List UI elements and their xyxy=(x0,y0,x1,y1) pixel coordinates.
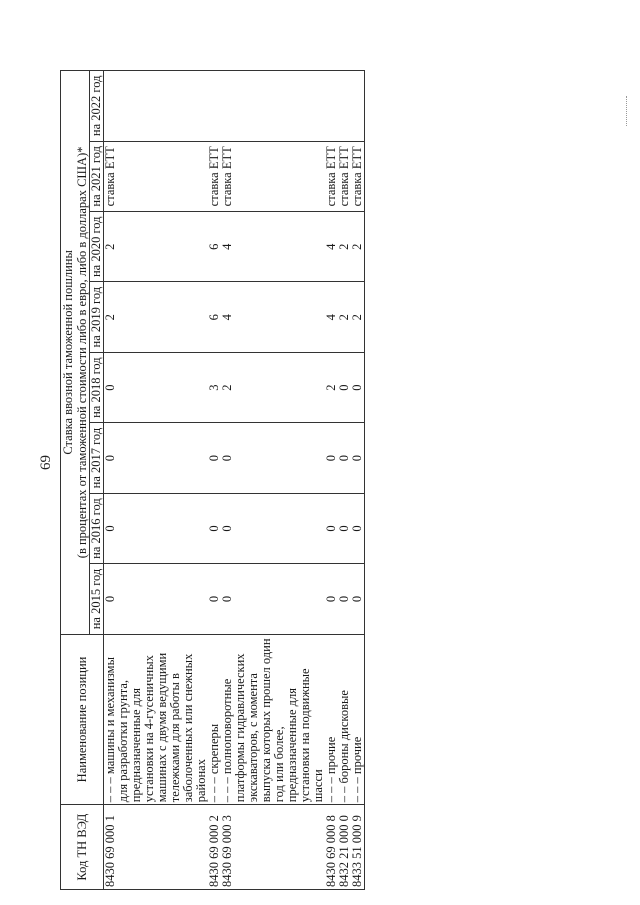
rate-cell: 6 xyxy=(208,212,221,282)
rate-cell: 0 xyxy=(351,564,365,634)
header-year: на 2017 год xyxy=(90,423,104,493)
table-row xyxy=(104,71,209,890)
row-name: – – – прочие xyxy=(351,634,365,805)
rate-cell: 0 xyxy=(208,564,221,634)
rate-cell: 4 xyxy=(221,282,325,352)
rate-cell: 0 xyxy=(104,493,209,563)
rate-cell: ставка ЕТТ xyxy=(208,141,221,211)
rate-cell: 2 xyxy=(104,282,209,352)
rate-cell: 2 xyxy=(104,212,209,282)
rate-cell: 0 xyxy=(325,493,338,563)
header-year: на 2022 год xyxy=(90,71,104,142)
rate-cell: ставка ЕТТ xyxy=(221,141,325,211)
rate-cell: 2 xyxy=(338,282,351,352)
rate-cell: 2 xyxy=(338,212,351,282)
rate-cell: ставка ЕТТ xyxy=(338,141,351,211)
rate-cell: ставка ЕТТ xyxy=(104,141,209,211)
header-code: Код ТН ВЭД xyxy=(61,805,104,890)
rate-cell: 0 xyxy=(338,564,351,634)
header-year: на 2020 год xyxy=(90,212,104,282)
rate-cell xyxy=(221,71,325,142)
header-year: на 2021 год xyxy=(90,141,104,211)
header-rate-subtitle: (в процентах от таможенной стоимости либо в евро, либо в долларах США)* xyxy=(75,71,90,635)
rate-cell: 4 xyxy=(325,212,338,282)
rate-cell: 0 xyxy=(104,564,209,634)
row-name: – – – скреперы xyxy=(208,634,221,805)
rate-cell: 0 xyxy=(104,423,209,493)
rate-cell: 0 xyxy=(208,423,221,493)
rate-cell: 0 xyxy=(104,352,209,422)
row-name: – – – машины и механизмы для разработки грунта, предназначенные для установки на 4-гусеничных машинах с двумя ведущими тележками для работы в заболоченных или снежных районах xyxy=(104,634,209,805)
header-year: на 2019 год xyxy=(90,282,104,352)
row-code: 8430 69 000 1 xyxy=(104,805,209,890)
row-name: – – бороны дисковые xyxy=(338,634,351,805)
rate-cell xyxy=(351,71,365,142)
rate-cell xyxy=(325,71,338,142)
rate-cell xyxy=(208,71,221,142)
rate-cell: ставка ЕТТ xyxy=(325,141,338,211)
rate-cell: 0 xyxy=(338,352,351,422)
header-year: на 2018 год xyxy=(90,352,104,422)
rate-cell: 0 xyxy=(351,352,365,422)
header-name: Наименование позиции xyxy=(61,634,104,805)
row-code: 8430 69 000 3 xyxy=(221,805,325,890)
rate-cell: 0 xyxy=(221,564,325,634)
rate-cell: 2 xyxy=(351,212,365,282)
rate-cell: 4 xyxy=(325,282,338,352)
header-year: на 2015 год xyxy=(90,564,104,634)
row-code: 8432 21 000 0 xyxy=(338,805,351,890)
rate-cell: 0 xyxy=(325,564,338,634)
header-rate-title: Ставка ввозной таможенной пошлины xyxy=(61,71,76,635)
rate-cell: 2 xyxy=(325,352,338,422)
rate-cell: 0 xyxy=(208,493,221,563)
rate-cell: 6 xyxy=(208,282,221,352)
rate-cell: 3 xyxy=(208,352,221,422)
rate-cell: 4 xyxy=(221,212,325,282)
scan-artifact xyxy=(626,96,629,126)
rate-cell: 2 xyxy=(221,352,325,422)
rate-cell: 0 xyxy=(221,493,325,563)
row-code: 8430 69 000 2 xyxy=(208,805,221,890)
rate-cell: 0 xyxy=(338,493,351,563)
row-code: 8430 69 000 8 xyxy=(325,805,338,890)
table-row xyxy=(221,71,325,890)
row-code: 8433 51 000 9 xyxy=(351,805,365,890)
rate-cell: 2 xyxy=(351,282,365,352)
rate-cell: 0 xyxy=(351,423,365,493)
rotated-table-container xyxy=(60,50,620,890)
rate-cell: 0 xyxy=(325,423,338,493)
rate-cell: 0 xyxy=(351,493,365,563)
tariff-table xyxy=(60,70,365,890)
header-year: на 2016 год xyxy=(90,493,104,563)
row-name: – – – полноповоротные платформы гидравлических экскаваторов, с момента выпуска которых прошел один год или более, предназначенные для установки на подвижные шасси xyxy=(221,634,325,805)
rate-cell: 0 xyxy=(338,423,351,493)
rate-cell: 0 xyxy=(221,423,325,493)
rate-cell xyxy=(338,71,351,142)
rate-cell xyxy=(104,71,209,142)
page-number: 69 xyxy=(38,455,54,470)
table-row xyxy=(351,71,365,890)
rate-cell: ставка ЕТТ xyxy=(351,141,365,211)
row-name: – – – прочие xyxy=(325,634,338,805)
